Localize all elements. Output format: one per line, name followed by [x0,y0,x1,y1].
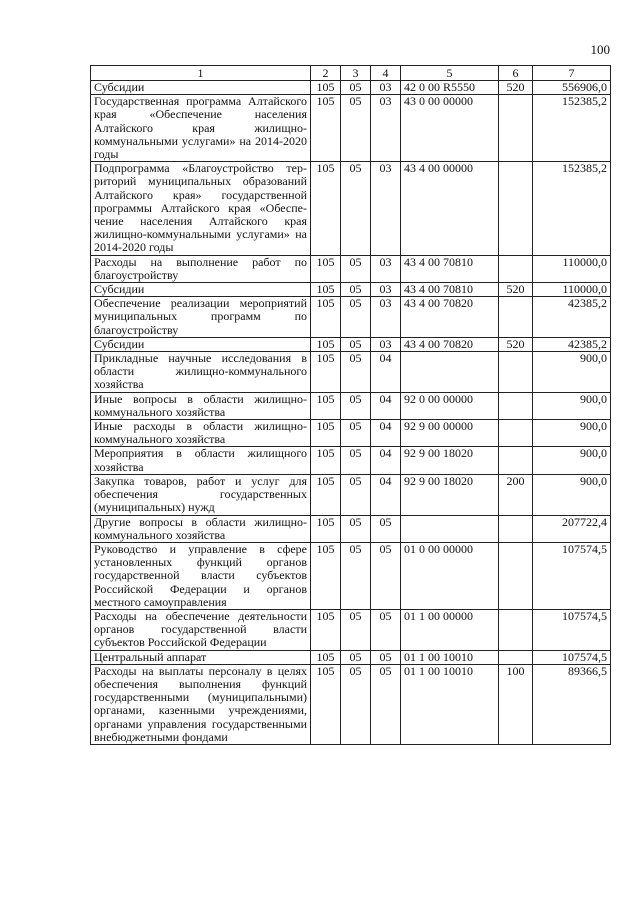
row-subsection-code: 04 [371,474,401,515]
row-target-article: 43 4 00 70820 [401,297,499,338]
row-name: Подпрограмма «Благоустройство территорий муниципальных образований Алтайского края» государственной программы Алтайского края «Обеспечение населения Алтайского края жилищно-коммунальными услугами» на 2014-2020 годы [91,162,311,255]
row-ved-code: 105 [311,474,341,515]
row-ved-code: 105 [311,337,341,351]
row-section-code: 05 [341,474,371,515]
row-name: Расходы на выплаты персоналу в целях обеспечения выполнения функций государственными (муниципальными) органами, казенными учреждениями, органами управления государственными внебюджетными фондами [91,664,311,744]
row-name: Государственная программа Алтайского края «Обеспечение населения Алтайского края жилищно-коммунальными услугами» на 2014-2020 годы [91,95,311,162]
row-expense-type [499,95,533,162]
row-expense-type: 200 [499,474,533,515]
row-subsection-code: 03 [371,162,401,255]
row-target-article: 92 9 00 18020 [401,447,499,474]
row-name: Субсидии [91,81,311,95]
table-row [91,609,611,650]
row-expense-type [499,447,533,474]
row-amount: 107574,5 [533,650,611,664]
row-amount: 900,0 [533,474,611,515]
row-target-article: 42 0 00 R5550 [401,81,499,95]
row-amount: 110000,0 [533,255,611,282]
header-col-6: 6 [499,66,533,81]
row-section-code: 05 [341,255,371,282]
row-amount: 42385,2 [533,297,611,338]
row-subsection-code: 03 [371,255,401,282]
row-ved-code: 105 [311,542,341,609]
row-name: Мероприятия в области жилищного хозяйства [91,447,311,474]
row-section-code: 05 [341,297,371,338]
row-name: Иные вопросы в области жилищно-коммунального хозяйства [91,392,311,419]
row-amount: 900,0 [533,392,611,419]
row-amount: 900,0 [533,420,611,447]
row-amount: 152385,2 [533,95,611,162]
row-name: Прикладные научные исследования в области жилищно-коммунального хозяйства [91,352,311,393]
table-row [91,664,611,744]
row-expense-type [499,297,533,338]
row-subsection-code: 04 [371,352,401,393]
row-ved-code: 105 [311,392,341,419]
row-ved-code: 105 [311,162,341,255]
row-ved-code: 105 [311,664,341,744]
row-target-article: 92 9 00 18020 [401,474,499,515]
row-section-code: 05 [341,95,371,162]
row-section-code: 05 [341,664,371,744]
row-amount: 107574,5 [533,609,611,650]
header-col-5: 5 [401,66,499,81]
row-section-code: 05 [341,609,371,650]
row-section-code: 05 [341,542,371,609]
row-target-article: 01 1 00 10010 [401,650,499,664]
row-section-code: 05 [341,392,371,419]
row-subsection-code: 03 [371,95,401,162]
header-col-4: 4 [371,66,401,81]
row-name: Расходы на обеспечение деятельности органов государственной власти субъектов Российской Федерации [91,609,311,650]
table-row [91,515,611,542]
row-name: Центральный аппарат [91,650,311,664]
row-ved-code: 105 [311,609,341,650]
table-row [91,392,611,419]
row-section-code: 05 [341,162,371,255]
row-name: Субсидии [91,337,311,351]
header-col-1: 1 [91,66,311,81]
header-col-3: 3 [341,66,371,81]
table-row [91,283,611,297]
row-target-article [401,352,499,393]
row-amount: 556906,0 [533,81,611,95]
row-section-code: 05 [341,420,371,447]
row-name: Руководство и управление в сфере установленных функций органов государственной власти субъектов Российской Федерации и органов местного самоуправления [91,542,311,609]
row-target-article: 92 9 00 00000 [401,420,499,447]
table-row [91,255,611,282]
row-subsection-code: 05 [371,609,401,650]
row-subsection-code: 05 [371,515,401,542]
row-target-article: 01 0 00 00000 [401,542,499,609]
row-target-article: 43 0 00 00000 [401,95,499,162]
row-target-article: 43 4 00 00000 [401,162,499,255]
row-expense-type: 520 [499,283,533,297]
row-section-code: 05 [341,81,371,95]
row-name: Субсидии [91,283,311,297]
row-ved-code: 105 [311,515,341,542]
table-row [91,95,611,162]
row-amount: 42385,2 [533,337,611,351]
row-target-article: 43 4 00 70810 [401,255,499,282]
row-subsection-code: 03 [371,337,401,351]
row-target-article: 01 1 00 10010 [401,664,499,744]
row-section-code: 05 [341,515,371,542]
row-subsection-code: 04 [371,447,401,474]
row-name: Другие вопросы в области жилищно-коммунального хозяйства [91,515,311,542]
row-ved-code: 105 [311,447,341,474]
row-section-code: 05 [341,447,371,474]
header-row [91,66,611,81]
row-ved-code: 105 [311,95,341,162]
row-subsection-code: 05 [371,650,401,664]
row-amount: 900,0 [533,447,611,474]
row-ved-code: 105 [311,352,341,393]
row-target-article: 43 4 00 70820 [401,337,499,351]
row-section-code: 05 [341,650,371,664]
table-row [91,352,611,393]
row-expense-type [499,255,533,282]
row-subsection-code: 04 [371,392,401,419]
row-target-article: 92 0 00 00000 [401,392,499,419]
row-amount: 207722,4 [533,515,611,542]
row-name: Обеспечение реализации мероприятий муниципальных программ по благоустройству [91,297,311,338]
row-expense-type [499,650,533,664]
header-col-2: 2 [311,66,341,81]
row-ved-code: 105 [311,650,341,664]
table-row [91,474,611,515]
row-amount: 110000,0 [533,283,611,297]
row-expense-type [499,542,533,609]
row-expense-type [499,162,533,255]
header-col-7: 7 [533,66,611,81]
row-target-article: 01 1 00 00000 [401,609,499,650]
table-row [91,650,611,664]
row-expense-type: 520 [499,337,533,351]
row-subsection-code: 03 [371,297,401,338]
row-section-code: 05 [341,337,371,351]
row-section-code: 05 [341,283,371,297]
table-row [91,447,611,474]
row-subsection-code: 03 [371,81,401,95]
row-target-article: 43 4 00 70810 [401,283,499,297]
row-subsection-code: 03 [371,283,401,297]
budget-table [90,65,611,745]
row-expense-type [499,515,533,542]
table-row [91,162,611,255]
row-amount: 152385,2 [533,162,611,255]
row-ved-code: 105 [311,81,341,95]
row-subsection-code: 05 [371,664,401,744]
row-section-code: 05 [341,352,371,393]
page-number: 100 [590,42,610,57]
row-amount: 89366,5 [533,664,611,744]
row-name: Расходы на выполнение работ по благоустройству [91,255,311,282]
row-subsection-code: 05 [371,542,401,609]
row-name: Закупка товаров, работ и услуг для обеспечения государственных (муниципальных) нужд [91,474,311,515]
table-row [91,337,611,351]
table-row [91,81,611,95]
row-ved-code: 105 [311,297,341,338]
row-expense-type [499,392,533,419]
row-expense-type: 520 [499,81,533,95]
row-expense-type [499,420,533,447]
table-row [91,542,611,609]
table-row [91,420,611,447]
row-expense-type: 100 [499,664,533,744]
row-amount: 900,0 [533,352,611,393]
row-subsection-code: 04 [371,420,401,447]
row-expense-type [499,609,533,650]
row-ved-code: 105 [311,283,341,297]
table-row [91,297,611,338]
row-name: Иные расходы в области жилищно-коммунального хозяйства [91,420,311,447]
row-ved-code: 105 [311,420,341,447]
row-target-article [401,515,499,542]
row-expense-type [499,352,533,393]
row-ved-code: 105 [311,255,341,282]
row-amount: 107574,5 [533,542,611,609]
